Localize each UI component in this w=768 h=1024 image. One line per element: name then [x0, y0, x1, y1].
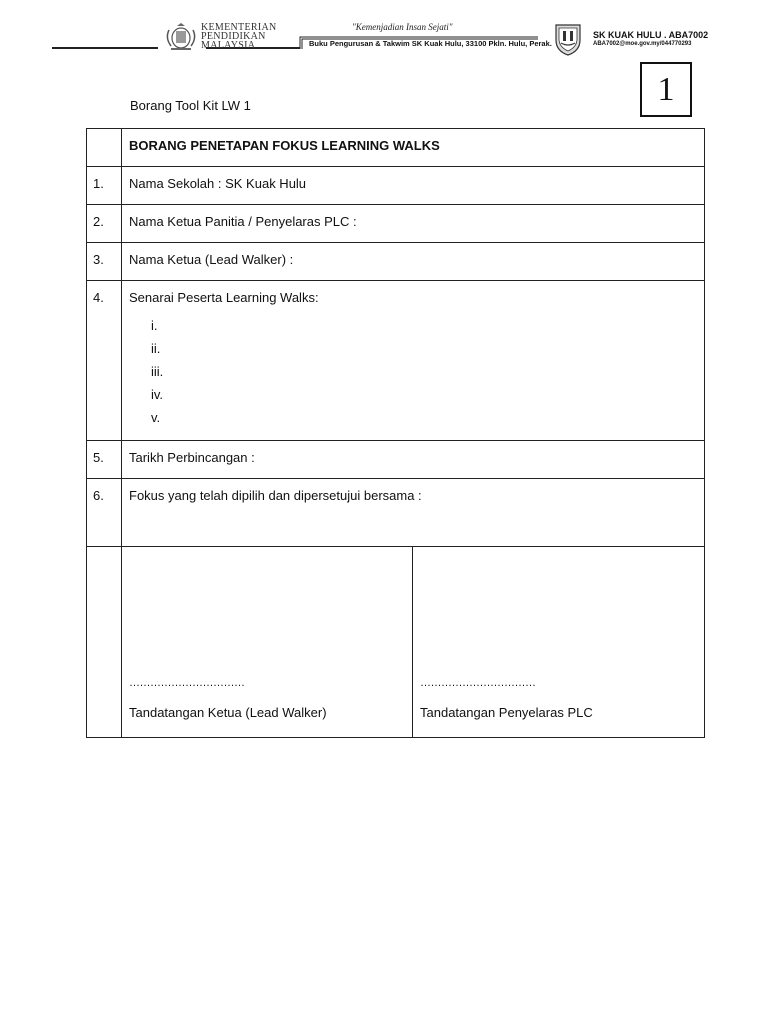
ministry-line-3: MALAYSIA: [201, 40, 256, 51]
row-number: 3.: [87, 243, 122, 281]
participants-field[interactable]: [122, 281, 705, 441]
header-rule-left: [52, 47, 158, 49]
table-row-signatures: [87, 547, 705, 738]
plc-coordinator-signature-caption: Tandatangan Penyelaras PLC: [420, 705, 593, 720]
lead-walker-signature-caption: Tandatangan Ketua (Lead Walker): [129, 705, 327, 720]
table-row: [87, 281, 705, 441]
panel-head-field[interactable]: Nama Ketua Panitia / Penyelaras PLC :: [122, 205, 705, 243]
malaysia-coat-of-arms-icon: [163, 22, 199, 52]
list-item: ii.: [151, 341, 161, 356]
table-row: [87, 479, 705, 547]
list-item: iv.: [151, 387, 164, 402]
page-number-box: [640, 62, 692, 117]
table-row: [87, 167, 705, 205]
participants-label: Senarai Peserta Learning Walks:: [129, 290, 319, 305]
table-row: [87, 243, 705, 281]
ministry-line-2: PENDIDIKAN: [201, 31, 266, 42]
ministry-line-1: KEMENTERIAN: [201, 22, 277, 33]
signature-line-right: ……………………………: [420, 677, 536, 689]
agreed-focus-field[interactable]: Fokus yang telah dipilih dan dipersetujui bersama :: [122, 479, 705, 547]
lead-walker-signature-cell[interactable]: [122, 547, 413, 738]
ministry-name: [201, 23, 277, 50]
signature-number-cell: [87, 547, 122, 738]
school-name-field[interactable]: Nama Sekolah : SK Kuak Hulu: [122, 167, 705, 205]
row-number: 1.: [87, 167, 122, 205]
focus-form-table: [86, 128, 705, 738]
form-title: BORANG PENETAPAN FOKUS LEARNING WALKS: [129, 138, 440, 153]
table-row-title: [87, 129, 705, 167]
row-number: 2.: [87, 205, 122, 243]
list-item: i.: [151, 318, 158, 333]
row-number: 6.: [87, 479, 122, 547]
page-number: 1: [657, 70, 675, 108]
lead-walker-field[interactable]: Nama Ketua (Lead Walker) :: [122, 243, 705, 281]
list-item: v.: [151, 410, 161, 425]
table-row: [87, 441, 705, 479]
participants-list: [151, 317, 704, 432]
plc-coordinator-signature-cell[interactable]: [413, 547, 705, 738]
school-email: ABA7002@moe.gov.my/044770293: [593, 41, 692, 47]
school-address: Buku Pengurusan & Takwim SK Kuak Hulu, 33100 Pkln. Hulu, Perak.: [309, 39, 552, 48]
form-label: Borang Tool Kit LW 1: [130, 98, 251, 113]
row-number: 5.: [87, 441, 122, 479]
discussion-date-field[interactable]: Tarikh Perbincangan :: [122, 441, 705, 479]
school-name: SK KUAK HULU . ABA7002: [593, 30, 709, 40]
table-row: [87, 205, 705, 243]
form-title-cell: [122, 129, 705, 167]
row-number: 4.: [87, 281, 122, 441]
list-item: iii.: [151, 364, 164, 379]
signature-line-left: ……………………………: [129, 677, 245, 689]
school-motto: "Kemenjadian Insan Sejati": [352, 22, 453, 32]
title-number-cell: [87, 129, 122, 167]
school-shield-logo-icon: [553, 22, 583, 56]
